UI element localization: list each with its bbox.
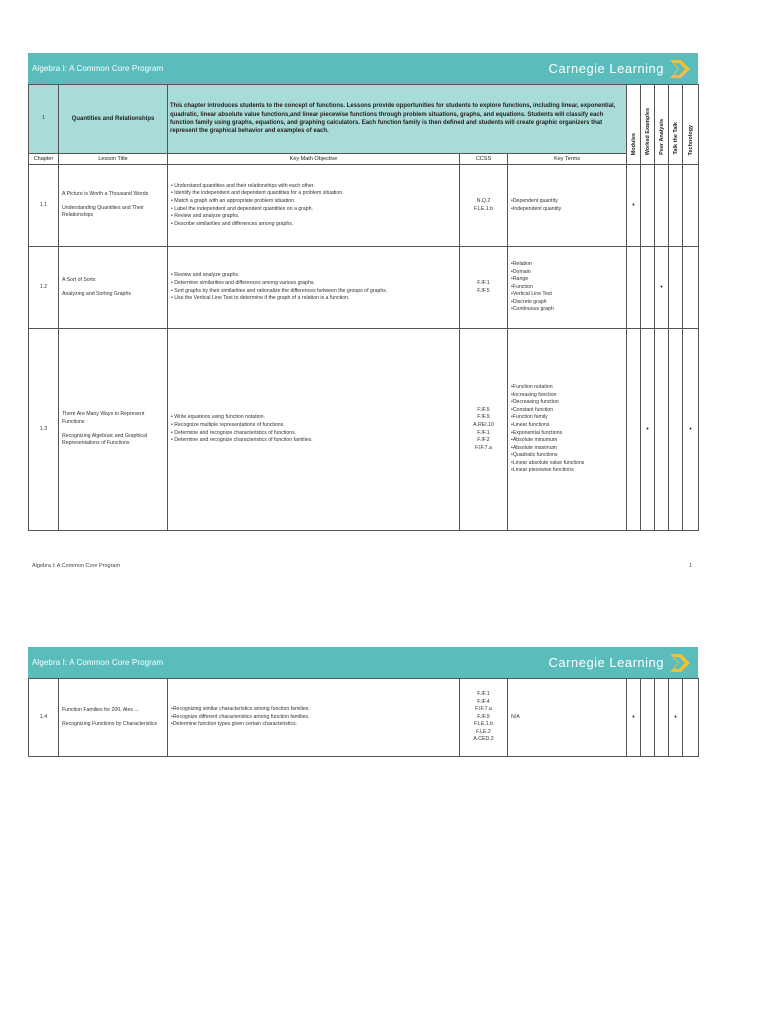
- row-key-terms: [508, 329, 627, 531]
- ccss-code: F.IF.1: [477, 279, 490, 286]
- chapter-header-row: [29, 85, 699, 154]
- column-header-row: [29, 154, 699, 165]
- ccss-code: F.IF.9: [477, 713, 490, 720]
- row-key-terms: N/A: [508, 679, 627, 757]
- objective-item: • Determine and recognize characteristics of function families.: [171, 437, 313, 444]
- vheader-talk-the-talk: Talk the Talk: [669, 85, 683, 165]
- mark-worked-examples: [641, 247, 655, 329]
- objective-item: • Review and analyze graphs.: [171, 213, 240, 220]
- mark-talk-the-talk: [669, 247, 683, 329]
- vheader-peer-analysis: Peer Analysis: [655, 85, 669, 165]
- row-ccss: [460, 247, 508, 329]
- key-term: •Absolute maximum: [511, 444, 557, 451]
- objective-item: • Determine similarities and differences among various graphs.: [171, 279, 315, 286]
- mark-worked-examples: [641, 679, 655, 757]
- mark-modules: •: [627, 165, 641, 247]
- row-objectives: [168, 165, 460, 247]
- objective-item: • Label the independent and dependent quantities on a graph.: [171, 205, 313, 212]
- brand-logo: [549, 58, 692, 80]
- page-2: [28, 647, 698, 757]
- lesson-title-main: A Sort of Sorts: [62, 276, 96, 283]
- row-lesson-title: [59, 165, 168, 247]
- chapter-title: Quantities and Relationships: [59, 85, 168, 154]
- mark-technology: [683, 165, 699, 247]
- row-chapter: 1.1: [29, 165, 59, 247]
- lesson-title-sub: Understanding Quantities and Their Relationships: [62, 204, 144, 219]
- objective-item: • Determine and recognize characteristics of functions.: [171, 429, 297, 436]
- mark-talk-the-talk: •: [669, 679, 683, 757]
- ccss-code: F.LE.2: [476, 728, 491, 735]
- key-term: •Quadratic functions: [511, 452, 558, 459]
- key-term: •Dependent quantity: [511, 197, 558, 204]
- col-header-objective: Key Math Objective: [168, 154, 460, 165]
- page-1: [28, 53, 698, 531]
- ccss-code: F.IF.9: [477, 414, 490, 421]
- objective-item: • Match a graph with an appropriate problem situation.: [171, 197, 296, 204]
- key-term: •Function: [511, 283, 533, 290]
- ccss-code: F.IF.1: [477, 691, 490, 698]
- mark-worked-examples: [641, 165, 655, 247]
- key-term: •Range: [511, 276, 529, 283]
- row-objectives: [168, 679, 460, 757]
- ccss-code: F.IF.7.a: [475, 444, 492, 451]
- lesson-title-main: A Picture is Worth a Thousand Words: [62, 191, 149, 198]
- table-row: [29, 247, 699, 329]
- vheader-modules: Modules: [627, 85, 641, 165]
- vheader-technology: Technology: [683, 85, 699, 165]
- col-header-ccss: CCSS: [460, 154, 508, 165]
- chevron-logo-icon: [668, 58, 692, 80]
- key-term: •Increasing function: [511, 391, 557, 398]
- key-term: •Linear piecewise functions: [511, 467, 574, 474]
- mark-modules: [627, 247, 641, 329]
- banner-title: Algebra I: A Common Core Program: [32, 64, 164, 73]
- key-term: •Vertical Line Test: [511, 291, 552, 298]
- col-header-lesson-title: Lesson Title: [59, 154, 168, 165]
- chevron-logo-icon: [668, 652, 692, 674]
- key-term: •Function family: [511, 414, 548, 421]
- curriculum-table: [28, 84, 699, 531]
- chapter-number: 1: [29, 85, 59, 154]
- row-chapter: 1.2: [29, 247, 59, 329]
- table-row: [29, 165, 699, 247]
- mark-technology: •: [683, 329, 699, 531]
- footer-program: Algebra I: A Common Core Program: [32, 563, 121, 569]
- objective-item: • Review and analyze graphs.: [171, 272, 240, 279]
- mark-worked-examples: •: [641, 329, 655, 531]
- banner-title: Algebra I: A Common Core Program: [32, 658, 164, 667]
- ccss-code: F.IF.7.a: [475, 706, 492, 713]
- row-lesson-title: [59, 247, 168, 329]
- key-term: •Function notation: [511, 384, 553, 391]
- row-key-terms: [508, 165, 627, 247]
- key-term: •Linear functions: [511, 421, 550, 428]
- banner: [28, 647, 698, 678]
- key-term: •Discrete graph: [511, 298, 547, 305]
- key-term: •Decreasing function: [511, 399, 559, 406]
- ccss-code: F.IF.5: [477, 406, 490, 413]
- vheader-worked-examples: Worked Examples: [641, 85, 655, 165]
- mark-talk-the-talk: [669, 329, 683, 531]
- mark-peer-analysis: [655, 165, 669, 247]
- brand-name: Carnegie Learning: [548, 61, 664, 76]
- ccss-code: F.IF.1: [477, 429, 490, 436]
- footer-page-number: 1: [689, 563, 693, 569]
- banner: [28, 53, 698, 84]
- mark-technology: [683, 679, 699, 757]
- key-term: •Exponential functions: [511, 429, 563, 436]
- chapter-description: This chapter introduces students to the concept of functions. Lessons provide opportunities for students to explore functions, including linear, exponential, quadratic, linear absolute value functions,and linear piecewise functions through problem situations, graphs, and equations. Students will classify each function family using graphs, equations, and graphing calculators. Each function family is then defined and students will create graphic organizers that represent the graphical behavior and examples of each.: [168, 85, 627, 154]
- objective-item: • Recognize multiple representations of functions.: [171, 421, 285, 428]
- brand-logo: [549, 652, 692, 674]
- lesson-title-sub: Analyzing and Sorting Graphs: [62, 290, 131, 297]
- row-objectives: [168, 329, 460, 531]
- key-term: •Constant function: [511, 406, 554, 413]
- objective-item: • Sort graphs by their similarities and rationalize the differences between the groups of graphs.: [171, 287, 388, 294]
- row-ccss: [460, 329, 508, 531]
- key-term: •Independent quantity: [511, 205, 562, 212]
- row-key-terms: [508, 247, 627, 329]
- row-objectives: [168, 247, 460, 329]
- ccss-code: A.REI.10: [473, 421, 494, 428]
- objective-item: •Determine function types given certain characteristics.: [171, 721, 298, 728]
- ccss-code: F.LE.1.b: [473, 721, 494, 728]
- objective-item: •Recognizing similar characteristics among function families.: [171, 706, 310, 713]
- key-term: •Absolute minumum: [511, 437, 558, 444]
- objective-item: • Identify the independent and dependent quantities for a problem situation.: [171, 190, 344, 197]
- row-lesson-title: [59, 679, 168, 757]
- mark-peer-analysis: •: [655, 247, 669, 329]
- ccss-code: F.LE.1.b: [473, 205, 494, 212]
- key-term: •Relation: [511, 261, 532, 268]
- col-header-key-terms: Key Terms: [508, 154, 627, 165]
- col-header-chapter: Chapter: [29, 154, 59, 165]
- ccss-code: F.IF.4: [477, 698, 490, 705]
- curriculum-table-continued: [28, 678, 699, 757]
- row-chapter: 1.3: [29, 329, 59, 531]
- mark-technology: [683, 247, 699, 329]
- objective-item: • Describe similarities and differences among graphs.: [171, 220, 294, 227]
- objective-item: • Understand quantities and their relationships with each other.: [171, 182, 315, 189]
- mark-modules: •: [627, 679, 641, 757]
- brand-name: Carnegie Learning: [548, 655, 664, 670]
- mark-modules: [627, 329, 641, 531]
- row-ccss: [460, 165, 508, 247]
- table-row: [29, 679, 699, 757]
- objective-item: • Use the Vertical Line Test to determine if the graph of a relation is a function.: [171, 295, 350, 302]
- lesson-title-main: There Are Many Ways to Represent Functions: [62, 411, 145, 425]
- key-term: •Domain: [511, 268, 531, 275]
- row-lesson-title: [59, 329, 168, 531]
- ccss-code: N.Q.2: [476, 197, 491, 204]
- key-term: •Linear absolute value functions: [511, 459, 585, 466]
- ccss-code: F.IF.5: [477, 287, 490, 294]
- ccss-code: F.IF.2: [477, 437, 490, 444]
- lesson-title-main: Function Families for 200, Alex ...: [62, 706, 139, 713]
- lesson-title-sub: Recognizing Algebraic and Graphical Representations of Functions: [62, 432, 148, 447]
- mark-peer-analysis: [655, 329, 669, 531]
- row-chapter: 1.4: [29, 679, 59, 757]
- key-term: •Continuous graph: [511, 306, 554, 313]
- row-ccss: [460, 679, 508, 757]
- mark-peer-analysis: [655, 679, 669, 757]
- ccss-code: A.CED.2: [473, 736, 494, 743]
- mark-talk-the-talk: [669, 165, 683, 247]
- objective-item: •Recognize different characteristics among function families.: [171, 713, 310, 720]
- lesson-title-sub: Recognizing Functions by Characteristics: [62, 720, 158, 727]
- table-row: [29, 329, 699, 531]
- objective-item: • Write equations using function notation.: [171, 414, 266, 421]
